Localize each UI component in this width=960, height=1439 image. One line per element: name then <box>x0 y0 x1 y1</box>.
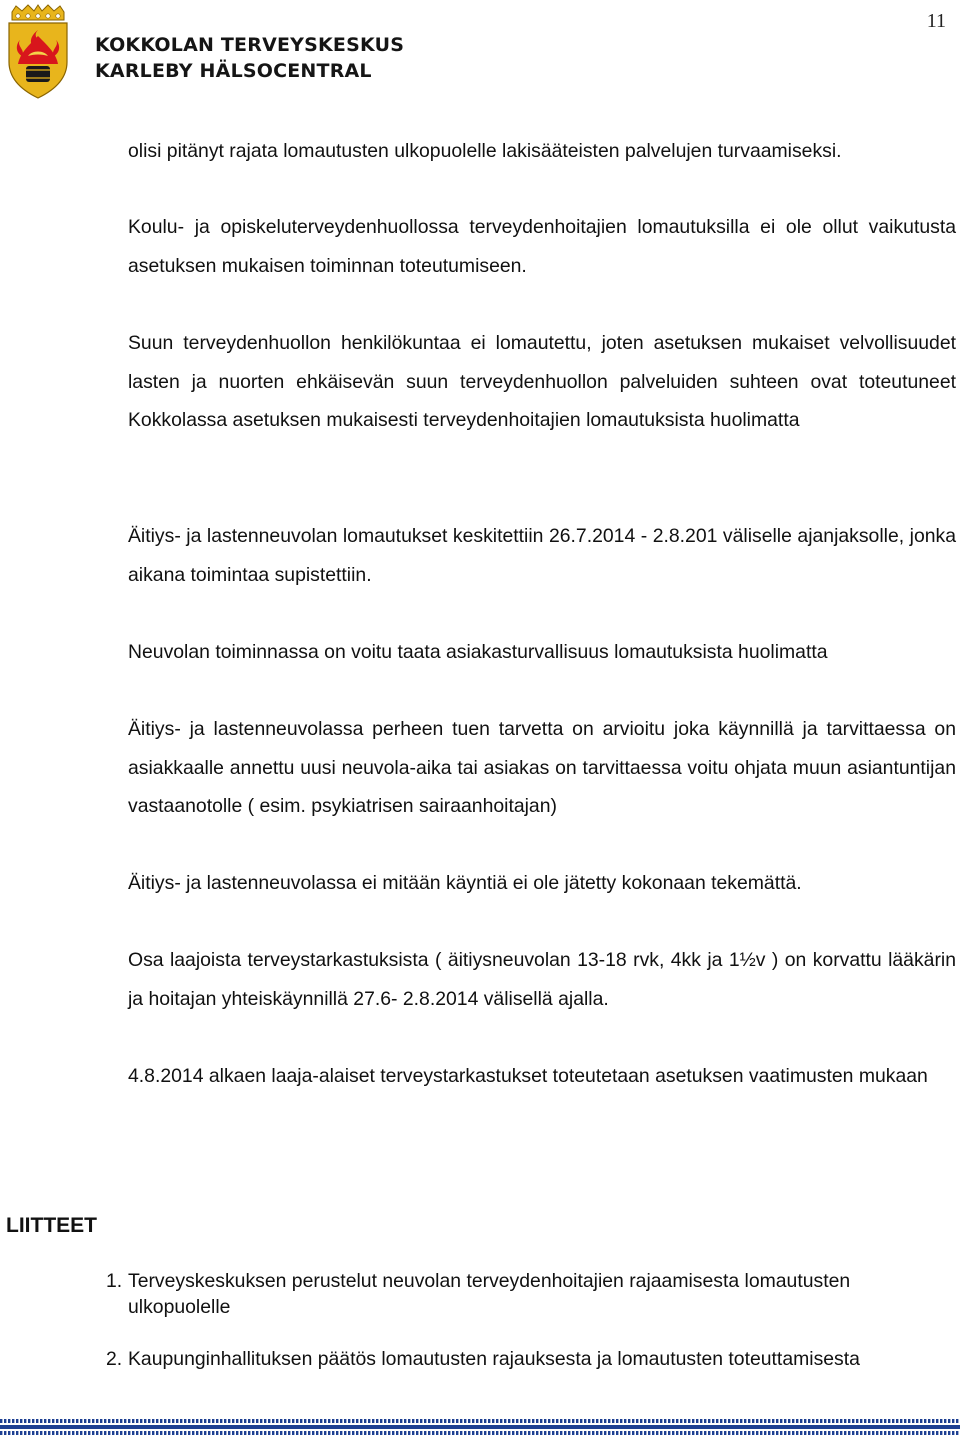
paragraph-6: Äitiys- ja lastenneuvolassa perheen tuen tarvetta on arvioitu joka käynnillä ja tarvittaessa on asiakkaalle annettu uusi neuvola-aika tai asiakas on tarvittaessa voitu ohjata muun asiantuntijan vastaanotolle ( esim. psykiatrisen sairaanhoitajan) <box>128 718 956 818</box>
paragraph-8: Osa laajoista terveystarkastuksista ( äitiysneuvolan 13-18 rvk, 4kk ja 1½v ) on korvattu lääkärin ja hoitajan yhteiskäynnillä 27.6- 2.8.2014 välisellä ajalla. <box>128 949 956 1010</box>
attachment-number: 1. <box>106 1270 123 1292</box>
footer-decorative-bar <box>0 1418 960 1439</box>
organization-name-finnish: KOKKOLAN TERVEYSKESKUS <box>95 34 405 56</box>
attachment-item-1 <box>106 1268 866 1320</box>
attachment-text: Terveyskeskuksen perustelut neuvolan terveydenhoitajien rajaamisesta lomautusten ulkopuolelle <box>128 1270 851 1318</box>
coat-of-arms-logo <box>6 4 70 100</box>
attachment-text: Kaupunginhallituksen päätös lomautusten rajauksesta ja lomautusten toteuttamisesta <box>128 1348 860 1370</box>
attachment-number: 2. <box>106 1348 123 1370</box>
page-number: 11 <box>926 10 946 32</box>
paragraph-9: 4.8.2014 alkaen laaja-alaiset terveystarkastukset toteutetaan asetuksen vaatimusten mukaan <box>128 1065 928 1087</box>
paragraph-3: Suun terveydenhuollon henkilökuntaa ei lomautettu, joten asetuksen mukaiset velvollisuudet lasten ja nuorten ehkäisevän suun terveydenhuollon palveluiden suhteen ovat toteutuneet Kokkolassa asetuksen mukaisesti terveydenhoitajien lomautuksista huolimatta <box>128 332 956 432</box>
paragraph-2: Koulu- ja opiskeluterveydenhuollossa terveydenhoitajien lomautuksilla ei ole ollut vaikutusta asetuksen mukaisen toiminnan toteutumiseen. <box>128 216 956 277</box>
paragraph-1: olisi pitänyt rajata lomautusten ulkopuolelle lakisääteisten palvelujen turvaamiseksi. <box>128 140 842 162</box>
organization-name-swedish: KARLEBY HÄLSOCENTRAL <box>95 60 372 82</box>
paragraph-7: Äitiys- ja lastenneuvolassa ei mitään käyntiä ei ole jätetty kokonaan tekemättä. <box>128 872 802 894</box>
attachments-heading: LIITTEET <box>6 1214 97 1237</box>
paragraph-4: Äitiys- ja lastenneuvolan lomautukset keskitettiin 26.7.2014 - 2.8.201 väliselle ajanjaksolle, jonka aikana toimintaa supistettiin. <box>128 525 956 586</box>
attachment-item-2 <box>106 1346 866 1372</box>
organization-name <box>95 32 404 84</box>
paragraph-5: Neuvolan toiminnassa on voitu taata asiakasturvallisuus lomautuksista huolimatta <box>128 641 828 663</box>
